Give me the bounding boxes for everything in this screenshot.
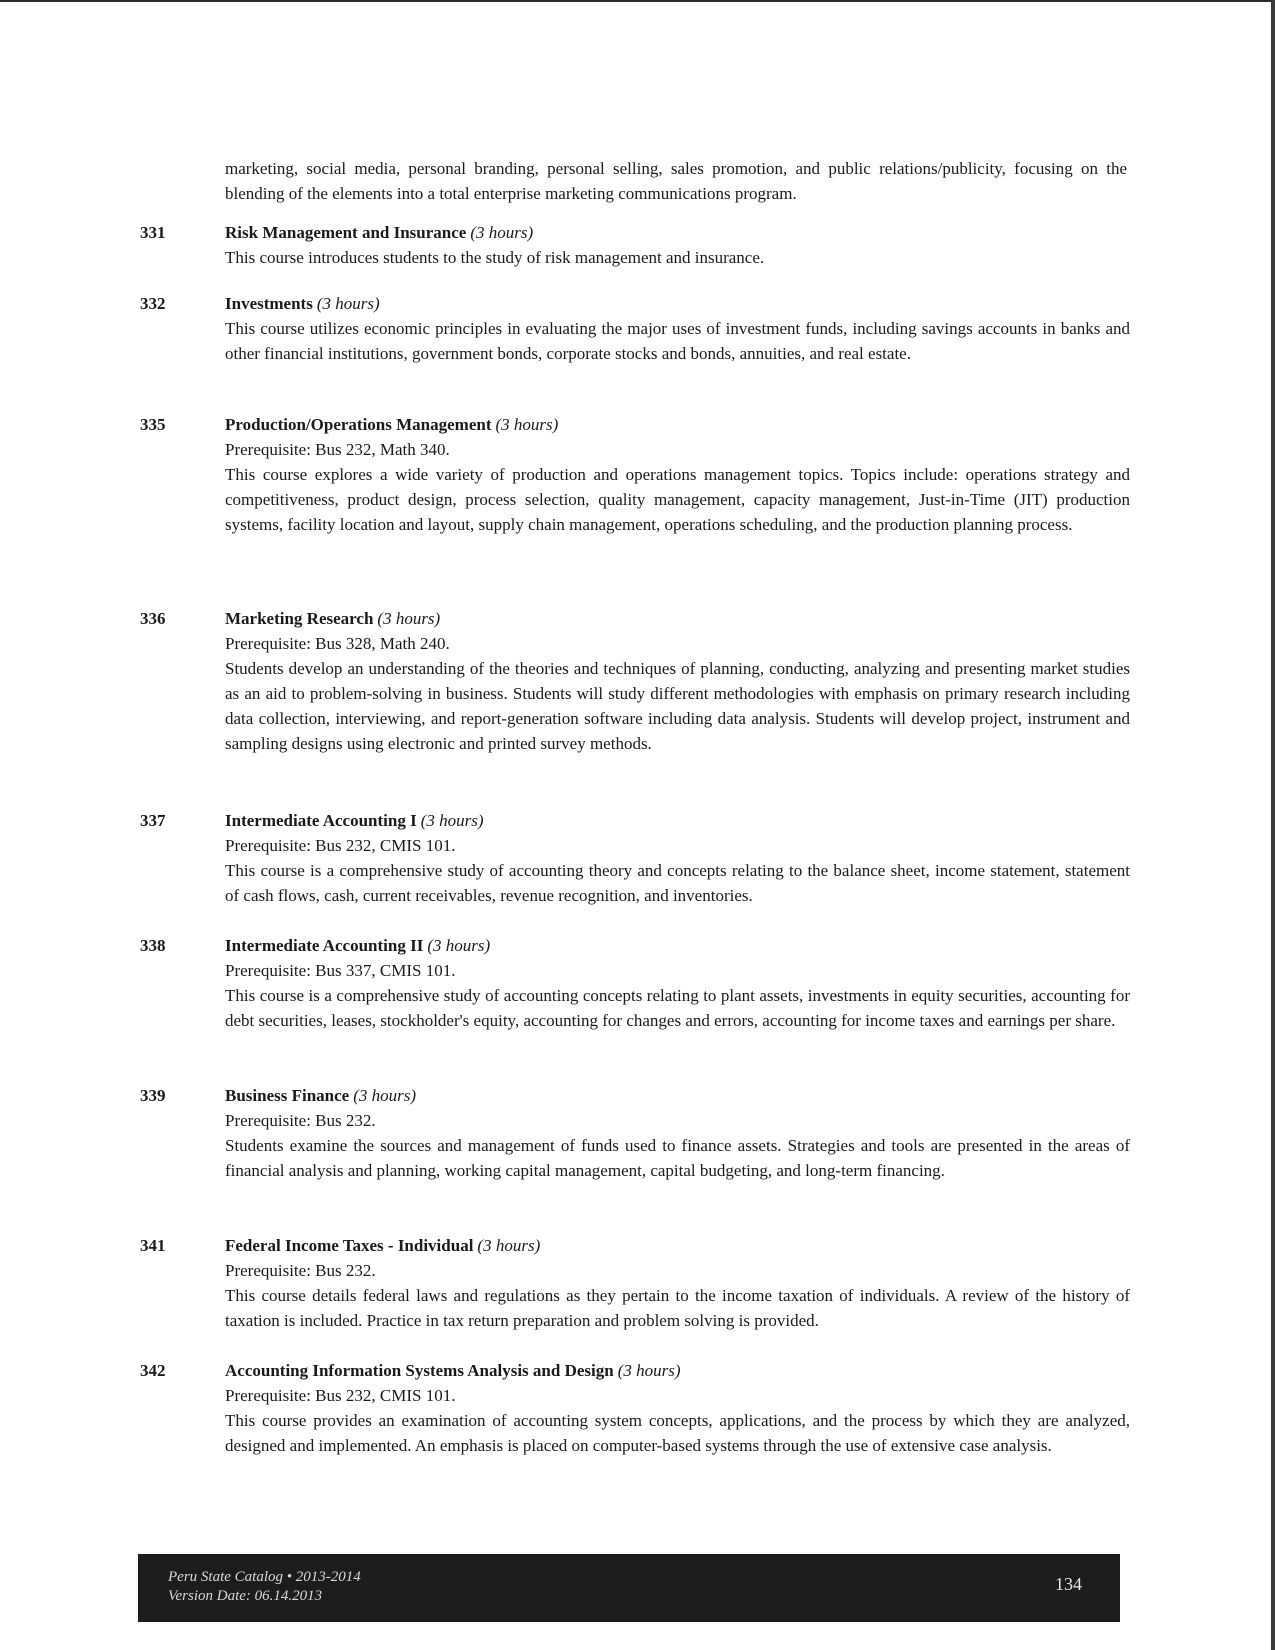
course-number: 338 [140,936,166,955]
course-body [225,1233,1130,1333]
course-number: 332 [140,294,166,313]
course-prerequisite: Prerequisite: Bus 232, CMIS 101. [225,1386,456,1405]
page-number: 134 [1055,1574,1082,1594]
continued-course-text: marketing, social media, personal branding, personal selling, sales promotion, and public relations/publicity, focusing on the blending of the elements into a total enterprise marketing communications program. [225,159,1127,203]
footer-version-date: Version Date: 06.14.2013 [168,1588,323,1604]
top-edge-rule [0,0,1275,2]
course-description: This course details federal laws and regulations as they pertain to the income taxation of individuals. A review of the history of taxation is included. Practice in tax return preparation and problem solving is provided. [225,1286,1130,1330]
course-body [225,933,1130,1033]
course-title: Federal Income Taxes - Individual [225,1236,474,1255]
course-heading [225,1358,1130,1383]
course-title: Accounting Information Systems Analysis and Design [225,1361,614,1380]
course-description: This course provides an examination of accounting system concepts, applications, and the process by which they are analyzed, designed and implemented. An emphasis is placed on computer-based systems through the use of extensive case analysis. [225,1411,1130,1455]
course-hours: (3 hours) [420,811,484,830]
course-body [225,1358,1130,1458]
course-hours: (3 hours) [617,1361,681,1380]
course-number: 342 [140,1361,166,1380]
course-hours: (3 hours) [477,1236,541,1255]
course-number: 341 [140,1236,166,1255]
course-heading [225,606,1130,631]
course-entry [140,933,1130,1033]
course-hours: (3 hours) [470,223,534,242]
course-title: Risk Management and Insurance [225,223,467,242]
course-prerequisite: Prerequisite: Bus 337, CMIS 101. [225,961,456,980]
course-title: Intermediate Accounting II [225,936,424,955]
page-footer [138,1554,1120,1622]
course-title: Business Finance [225,1086,350,1105]
course-title: Marketing Research [225,609,374,628]
course-prerequisite: Prerequisite: Bus 232. [225,1261,376,1280]
course-description: This course utilizes economic principles in evaluating the major uses of investment funds, including savings accounts in banks and other financial institutions, government bonds, corporate stocks and bonds, annuities, and real estate. [225,319,1130,363]
course-prerequisite: Prerequisite: Bus 232, CMIS 101. [225,836,456,855]
course-prerequisite: Prerequisite: Bus 328, Math 240. [225,634,450,653]
right-edge-rule [1271,0,1275,1650]
course-entry [140,412,1130,537]
course-heading [225,412,1130,437]
course-entry [140,606,1130,756]
course-entry [140,291,1130,366]
footer-catalog-info [168,1568,361,1606]
course-heading [225,808,1130,833]
course-number: 336 [140,609,166,628]
course-heading [225,220,1130,245]
course-prerequisite: Prerequisite: Bus 232. [225,1111,376,1130]
course-entry [140,808,1130,908]
course-title: Investments [225,294,313,313]
course-number: 339 [140,1086,166,1105]
course-entry [140,1358,1130,1458]
course-hours: (3 hours) [353,1086,417,1105]
course-prerequisite: Prerequisite: Bus 232, Math 340. [225,440,450,459]
course-body [225,606,1130,756]
course-body [225,808,1130,908]
course-heading [225,1233,1130,1258]
course-hours: (3 hours) [495,415,559,434]
course-hours: (3 hours) [427,936,491,955]
course-heading [225,1083,1130,1108]
course-number: 337 [140,811,166,830]
course-description: Students examine the sources and management of funds used to finance assets. Strategies and tools are presented in the areas of financial analysis and planning, working capital management, capital budgeting, and long-term financing. [225,1136,1130,1180]
course-body [225,220,1130,270]
course-description: This course explores a wide variety of production and operations management topics. Topics include: operations strategy and competitiveness, product design, process selection, quality management, capacity management, Just-in-Time (JIT) production systems, facility location and layout, supply chain management, operations scheduling, and the production planning process. [225,465,1130,534]
course-description: Students develop an understanding of the theories and techniques of planning, conducting, analyzing and presenting market studies as an aid to problem-solving in business. Students will study different methodologies with emphasis on primary research including data collection, interviewing, and report-generation software including data analysis. Students will develop project, instrument and sampling designs using electronic and printed survey methods. [225,659,1130,753]
course-hours: (3 hours) [316,294,380,313]
course-entry [140,1233,1130,1333]
course-body [225,412,1130,537]
footer-catalog-title: Peru State Catalog • 2013-2014 [168,1569,361,1585]
course-description: This course is a comprehensive study of accounting concepts relating to plant assets, investments in equity securities, accounting for debt securities, leases, stockholder's equity, accounting for changes and errors, accounting for income taxes and earnings per share. [225,986,1130,1030]
course-title: Production/Operations Management [225,415,492,434]
course-body [225,291,1130,366]
course-entry [140,220,1130,270]
course-description: This course introduces students to the study of risk management and insurance. [225,248,765,267]
course-heading [225,291,1130,316]
course-entry [140,1083,1130,1183]
course-body [225,1083,1130,1183]
course-number: 331 [140,223,166,242]
course-title: Intermediate Accounting I [225,811,417,830]
course-heading [225,933,1130,958]
course-number: 335 [140,415,166,434]
course-hours: (3 hours) [377,609,441,628]
course-description: This course is a comprehensive study of accounting theory and concepts relating to the balance sheet, income statement, statement of cash flows, cash, current receivables, revenue recognition, and inventories. [225,861,1130,905]
